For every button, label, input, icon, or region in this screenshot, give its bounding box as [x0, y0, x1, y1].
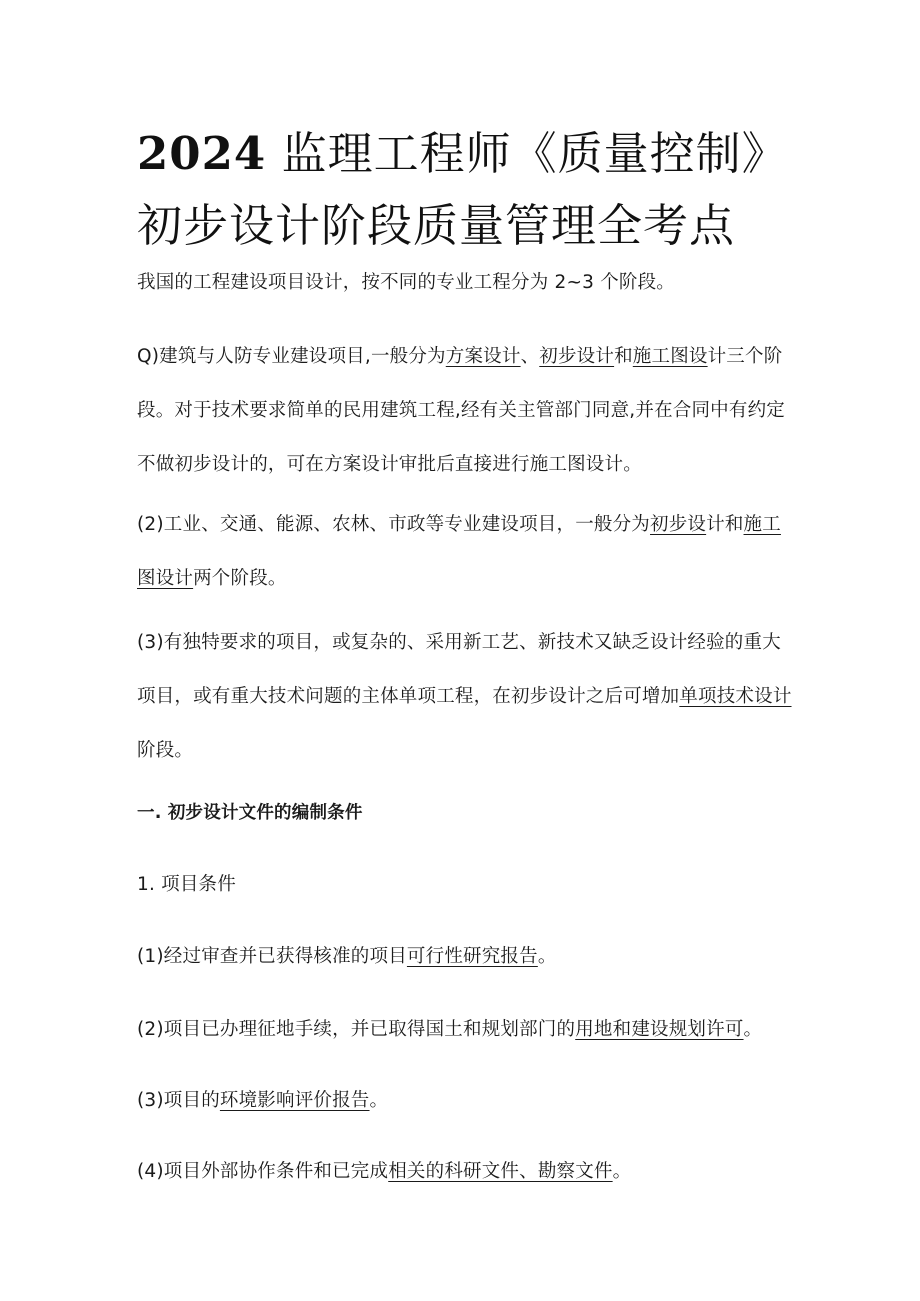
text-segment: 。 — [612, 1161, 632, 1182]
underlined-term: 施工图设 — [632, 346, 708, 367]
paragraph-design-stages-2 — [137, 498, 797, 606]
text-segment: Q)建筑与人防专业建设项目,一般分为 — [137, 346, 446, 367]
title-text: 监理工程师《质量控制》初步设计阶段质量管理全考点 — [137, 127, 788, 252]
text-segment: 计和 — [706, 514, 744, 535]
document-title — [137, 118, 807, 262]
underlined-term: 可行性研究报告 — [406, 946, 538, 967]
condition-item-4 — [137, 1145, 797, 1199]
text-segment: (2)项目已办理征地手续，并已取得国土和规划部门的 — [137, 1019, 576, 1040]
underlined-term: 初步设 — [650, 514, 707, 535]
title-year: 2024 — [137, 127, 267, 180]
underlined-term: 相关的科研文件、勘察文件 — [388, 1161, 613, 1182]
section-heading: 一. 初步设计文件的编制条件 — [137, 803, 363, 823]
text-segment: 。 — [743, 1019, 763, 1040]
underlined-term: 用地和建设规划许可 — [575, 1019, 744, 1040]
text-segment: 阶段。 — [137, 740, 194, 761]
underlined-term: 单项技术设计 — [679, 686, 792, 707]
paragraph-design-stages-3 — [137, 616, 797, 778]
text-segment: (3)有独特要求的项目，或复杂的、采用新工艺、新技术又缺乏设计经验的重大项目，或有重大技术问题的主体单项工程，在初步设计之后可增加 — [137, 632, 781, 707]
paragraph-design-stages-1 — [137, 330, 797, 492]
condition-item-1 — [137, 930, 797, 984]
text-segment: 。 — [369, 1090, 389, 1111]
text-segment: 、 — [520, 346, 540, 367]
condition-item-3 — [137, 1074, 797, 1128]
underlined-term: 初步设计 — [539, 346, 615, 367]
text-segment: (1)经过审查并已获得核准的项目 — [137, 946, 407, 967]
underlined-term: 环境影响评价报告 — [219, 1090, 370, 1111]
text-segment: 两个阶段。 — [193, 568, 287, 589]
underlined-term: 施工图设计 — [137, 514, 781, 589]
text-segment: 。 — [537, 946, 557, 967]
text-segment: 计三个阶段。对于技术要求简单的民用建筑工程,经有关主管部门同意,并在合同中有约定不做初步设计的，可在方案设计审批后直接进行施工图设计。 — [137, 346, 785, 475]
text-segment: 和 — [614, 346, 633, 367]
text-segment: (2)工业、交通、能源、农林、市政等专业建设项目，一般分为 — [137, 514, 651, 535]
condition-item-2 — [137, 1003, 797, 1057]
intro-paragraph: 我国的工程建设项目设计，按不同的专业工程分为 2~3 个阶段。 — [137, 272, 676, 293]
text-segment: (3)项目的 — [137, 1090, 220, 1111]
underlined-term: 方案设计 — [445, 346, 521, 367]
sub-heading: 1. 项目条件 — [137, 874, 236, 895]
text-segment: (4)项目外部协作条件和已完成 — [137, 1161, 389, 1182]
